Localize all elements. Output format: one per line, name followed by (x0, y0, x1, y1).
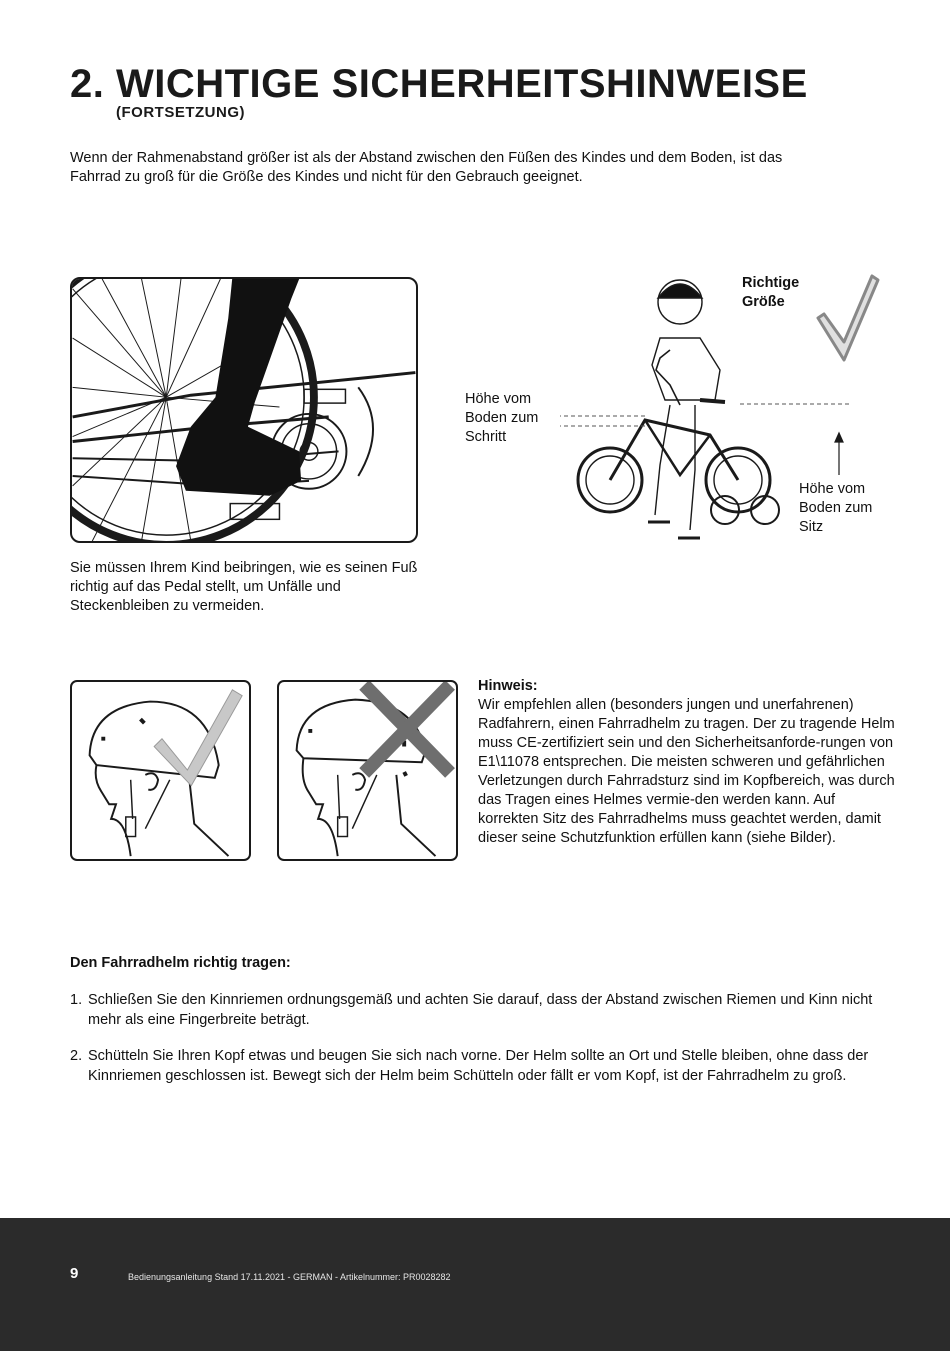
step-text: Schütteln Sie Ihren Kopf etwas und beugen Sie sich nach vorne. Der Helm sollte an Ort und Stelle bleiben, ohne dass der Kinnriemen geschlossen ist. Bewegt sich der Helm beim Schütteln oder fällt er vom Kopf, ist der Fahrradhelm zu groß. (88, 1048, 869, 1084)
intro-paragraph: Wenn der Rahmenabstand größer ist als der Abstand zwischen den Füßen des Kindes und dem Boden, ist das Fahrrad zu groß für die Größe des Kindes und nicht für den Gebrauch geeignet. (70, 150, 783, 185)
label-seat-height: Höhe vom Boden zum Sitz (799, 481, 873, 535)
page-subtitle: (FORTSETZUNG) (116, 104, 245, 121)
note-text: Wir empfehlen allen (besonders jungen und unerfahrenen) Radfahrern, einen Fahrradhelm zu tragen. Der zu tragende Helm muss CE-zertifiziert sein und den Sicherheitsanforde-rungen von E1\11078 entsprechen. Die meisten schweren und gefährlichen Verletzungen durch Fahrradsturz sind im Kopfbereich, was durch das Tragen eines Helmes vermie-den werden kann. Auf korrekten Sitz des Fahrradhelms muss geachtet werden, damit dieser seine Schutzfunktion erfüllen kann (siehe Bilder). (478, 697, 895, 846)
footer-text: Bedienungsanleitung Stand 17.11.2021 - GERMAN - Artikelnummer: PR0028282 (128, 1272, 451, 1282)
page-number: 9 (70, 1265, 79, 1282)
step-number: 1. (70, 992, 83, 1008)
checkmark-icon (154, 690, 242, 786)
step-text: Schließen Sie den Kinnriemen ordnungsgemäß und achten Sie darauf, dass der Abstand zwischen Riemen und Kinn nicht mehr als eine Fingerbreite beträgt. (88, 992, 873, 1028)
page-title: 2. WICHTIGE SICHERHEITSHINWEISE (70, 62, 808, 106)
helmet-incorrect-illustration (277, 680, 458, 861)
helmet-note (478, 677, 898, 848)
howto-title: Den Fahrradhelm richtig tragen: (70, 955, 291, 971)
checkmark-icon (818, 276, 878, 360)
note-title: Hinweis: (478, 678, 538, 694)
label-correct-size: Richtige Größe (742, 275, 800, 310)
helmet-correct-illustration (70, 680, 251, 861)
label-crotch-height: Höhe vom Boden zum Schritt (465, 391, 539, 445)
pedal-illustration (70, 277, 418, 543)
list-item (70, 1046, 900, 1086)
step-number: 2. (70, 1048, 83, 1064)
cross-icon (369, 690, 445, 768)
pedal-caption: Sie müssen Ihrem Kind beibringen, wie es seinen Fuß richtig auf das Pedal stellt, um Unfälle und Steckenbleiben zu vermeiden. (70, 560, 418, 614)
page-footer (0, 1218, 950, 1351)
list-item (70, 990, 900, 1030)
